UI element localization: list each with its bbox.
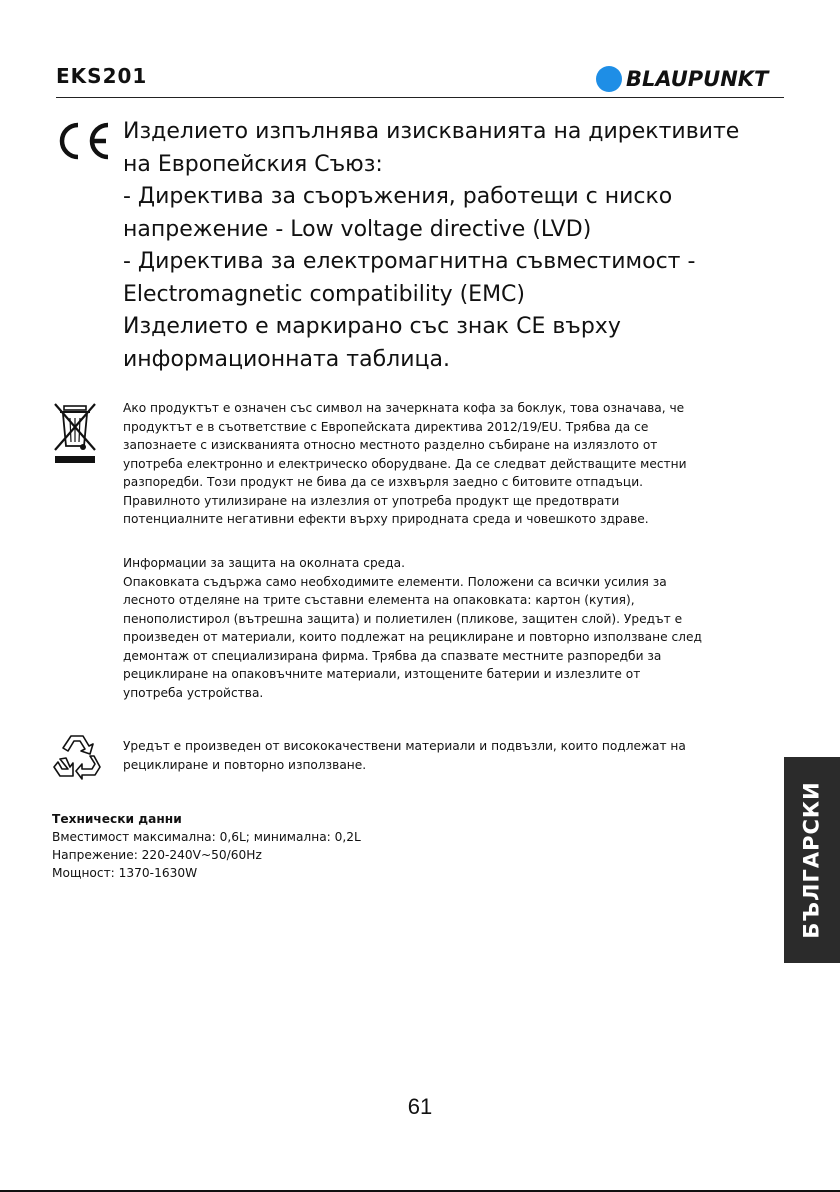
language-tab (784, 757, 840, 963)
weee-line: разпоредби. Този продукт не бива да се изхвърля заедно с битовите отпадъци. (123, 475, 643, 489)
technical-data-line: Напрежение: 220-240V~50/60Hz (52, 848, 262, 862)
technical-data-title: Технически данни (52, 812, 182, 826)
weee-paragraph (123, 399, 803, 529)
weee-line: потенциалните негативни ефекти върху природната среда и човешкото здраве. (123, 512, 649, 526)
weee-line: Правилното утилизиране на излезлия от употреба продукт ще предотврати (123, 493, 620, 508)
environment-line: Информации за защита на околната среда. (123, 556, 405, 570)
language-label: БЪЛГАРСКИ (800, 781, 825, 939)
environment-line: лесното отделяне на трите съставни елемента на опаковката: картон (кутия), (123, 593, 635, 607)
recycle-line: рециклиране и повторно използване. (123, 757, 367, 772)
technical-data-line: Вместимост максимална: 0,6L; минимална: 0,2L (52, 830, 361, 844)
weee-line: Ако продуктът е означен със символ на зачеркната кофа за боклук, това означава, че (123, 401, 685, 415)
weee-line: продуктът е в съответствие с Европейската директива 2012/19/EU. Трябва да се (123, 419, 649, 434)
ce-line: Electromagnetic compatibility (EMC) (123, 281, 525, 307)
brand-name: BLAUPUNKT (626, 67, 769, 91)
weee-line: запознаете с изискванията относно местното разделно събиране на излязлото от (123, 438, 658, 452)
environment-line: произведен от материали, които подлежат на рециклиране и повторно използване след (123, 630, 702, 644)
recycle-line: Уредът е произведен от висококачествени материали и подвъзли, които подлежат на (123, 739, 686, 753)
ce-line: Изделието е маркирано със знак CE върху (123, 314, 621, 339)
page-number: 61 (407, 1094, 433, 1119)
ce-mark-icon (52, 120, 114, 162)
environment-line: демонтаж от специализирана фирма. Трябва да спазвате местните разпоредби за (123, 648, 662, 663)
weee-line: употреба електронно и електрическо оборудване. Да се следват действащите местни (123, 456, 687, 471)
brand-dot-icon (596, 66, 622, 92)
ce-line: - Директива за електромагнитна съвместимост - (123, 249, 696, 274)
technical-data (52, 810, 361, 882)
environment-line: употреба устройства. (123, 685, 264, 700)
recycle-icon (52, 732, 102, 780)
ce-line: Изделието изпълнява изискванията на директивите (123, 119, 740, 144)
ce-line: напрежение - Low voltage directive (LVD) (123, 216, 592, 242)
environment-line: пенополистирол (вътрешна защита) и полиетилен (пликове, защитен слой). Уредът е (123, 611, 683, 626)
ce-compliance-text (123, 116, 803, 376)
environment-line: рециклиране на опаковъчните материали, изтощените батерии и излезлите от (123, 667, 641, 681)
recycle-paragraph (123, 737, 803, 774)
ce-line: - Директива за съоръжения, работещи с ниско (123, 184, 673, 209)
technical-data-line: Мощност: 1370-1630W (52, 866, 198, 880)
crossed-bin-icon (52, 400, 98, 464)
header-divider (56, 97, 784, 98)
ce-line: на Европейския Съюз: (123, 151, 383, 177)
brand-logo (596, 66, 768, 92)
environment-paragraph (123, 554, 803, 702)
model-number: EKS201 (56, 64, 148, 88)
ce-line: информационната таблица. (123, 346, 450, 372)
environment-line: Опаковката съдържа само необходимите елементи. Положени са всички усилия за (123, 574, 667, 589)
